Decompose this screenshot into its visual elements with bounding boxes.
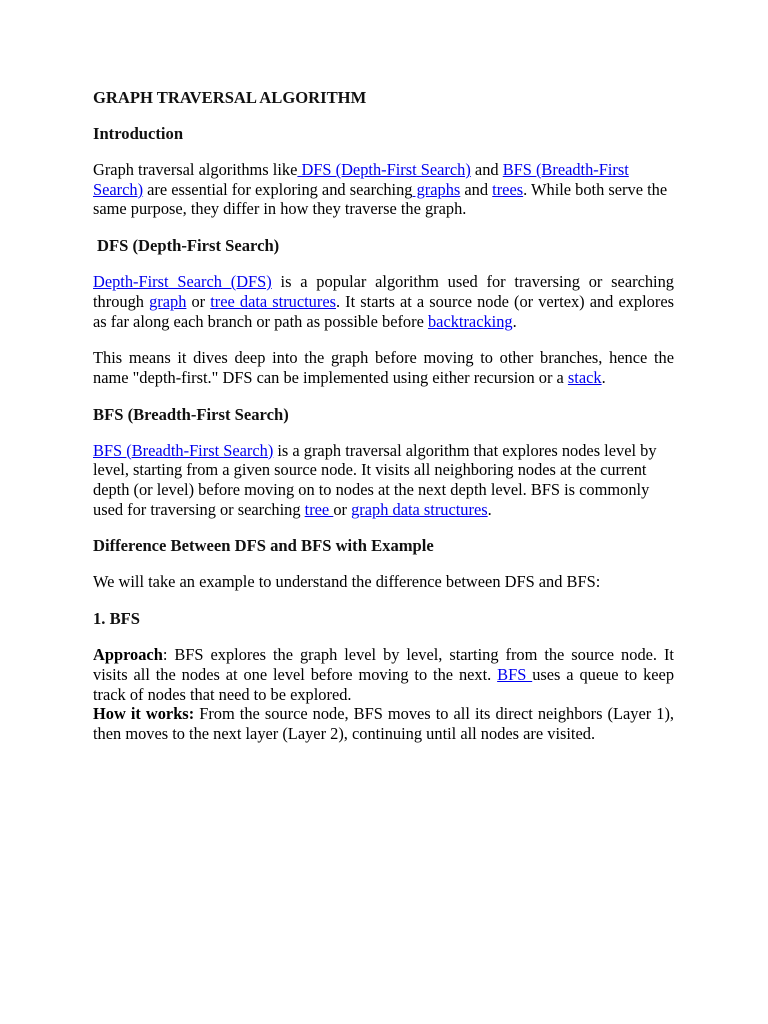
link-stack[interactable]: stack (567, 367, 602, 387)
link-tree-data-structures[interactable]: tree data structures (210, 291, 336, 311)
link-depth-first-search[interactable]: Depth-First Search (DFS) (93, 272, 272, 292)
text: : BFS explores the graph level by level, starting from the source node. It visits all the nodes at one level before moving to the next. (93, 645, 674, 684)
paragraph-bfs-how-it-works (93, 704, 674, 743)
text: or (333, 499, 352, 519)
heading-section-bfs: 1. BFS (93, 609, 141, 629)
paragraph-dfs-definition (93, 272, 674, 331)
heading-dfs: DFS (Depth-First Search) (97, 236, 280, 256)
text: is a popular algorithm used for traversing or searching through (93, 272, 674, 311)
document-title: GRAPH TRAVERSAL ALGORITHM (93, 88, 367, 107)
paragraph-dfs-detail (93, 348, 674, 387)
heading-bfs: BFS (Breadth-First Search) (93, 404, 289, 424)
text: . While both serve the same purpose, they differ in how they traverse the graph. (93, 179, 668, 219)
text: are essential for exploring and searching (143, 179, 413, 199)
paragraph-introduction (93, 160, 674, 219)
link-bfs[interactable]: BFS (Breadth-First Search) (93, 160, 629, 199)
link-graph-data-structures[interactable]: graph data structures (351, 499, 488, 519)
how-it-works-label: How it works: (93, 704, 195, 724)
paragraph-difference-intro: We will take an example to understand the difference between DFS and BFS: (93, 572, 601, 592)
text: Graph traversal algorithms like (93, 160, 298, 179)
approach-label: Approach (93, 645, 163, 665)
link-bfs-inline[interactable]: BFS (497, 664, 533, 684)
link-tree[interactable]: tree (304, 499, 334, 519)
text: and (470, 160, 503, 179)
text: or (186, 291, 211, 311)
paragraph-bfs-approach (93, 645, 674, 704)
text: . (512, 311, 517, 331)
heading-introduction: Introduction (93, 124, 184, 143)
text: is a graph traversal algorithm that explores nodes level by level, starting from a given source node. It visits all neighboring nodes at the current depth (or level) before moving on to nodes at the next depth level. BFS is commonly used for traversing or searching (93, 440, 657, 519)
link-graph[interactable]: graph (149, 291, 187, 311)
link-trees[interactable]: trees (492, 179, 524, 199)
text: . (487, 499, 492, 519)
text: and (460, 179, 493, 199)
link-graphs[interactable]: graphs (412, 179, 461, 199)
text: uses a queue to keep track of nodes that need to be explored. (93, 664, 675, 704)
link-backtracking[interactable]: backtracking (427, 311, 513, 331)
link-dfs[interactable]: DFS (Depth-First Search) (297, 160, 471, 179)
text: From the source node, BFS moves to all its direct neighbors (Layer 1), then moves to the next layer (Layer 2), continuing until all nodes are visited. (93, 704, 674, 743)
text: . It starts at a source node (or vertex) and explores as far along each branch or path as possible before (93, 291, 674, 331)
text: . (601, 367, 606, 387)
text: This means it dives deep into the graph before moving to other branches, hence the name "depth-first." DFS can be implemented using either recursion or a (93, 348, 674, 387)
link-breadth-first-search[interactable]: BFS (Breadth-First Search) (93, 440, 274, 460)
paragraph-bfs-definition (93, 441, 674, 520)
heading-difference: Difference Between DFS and BFS with Example (93, 536, 434, 556)
